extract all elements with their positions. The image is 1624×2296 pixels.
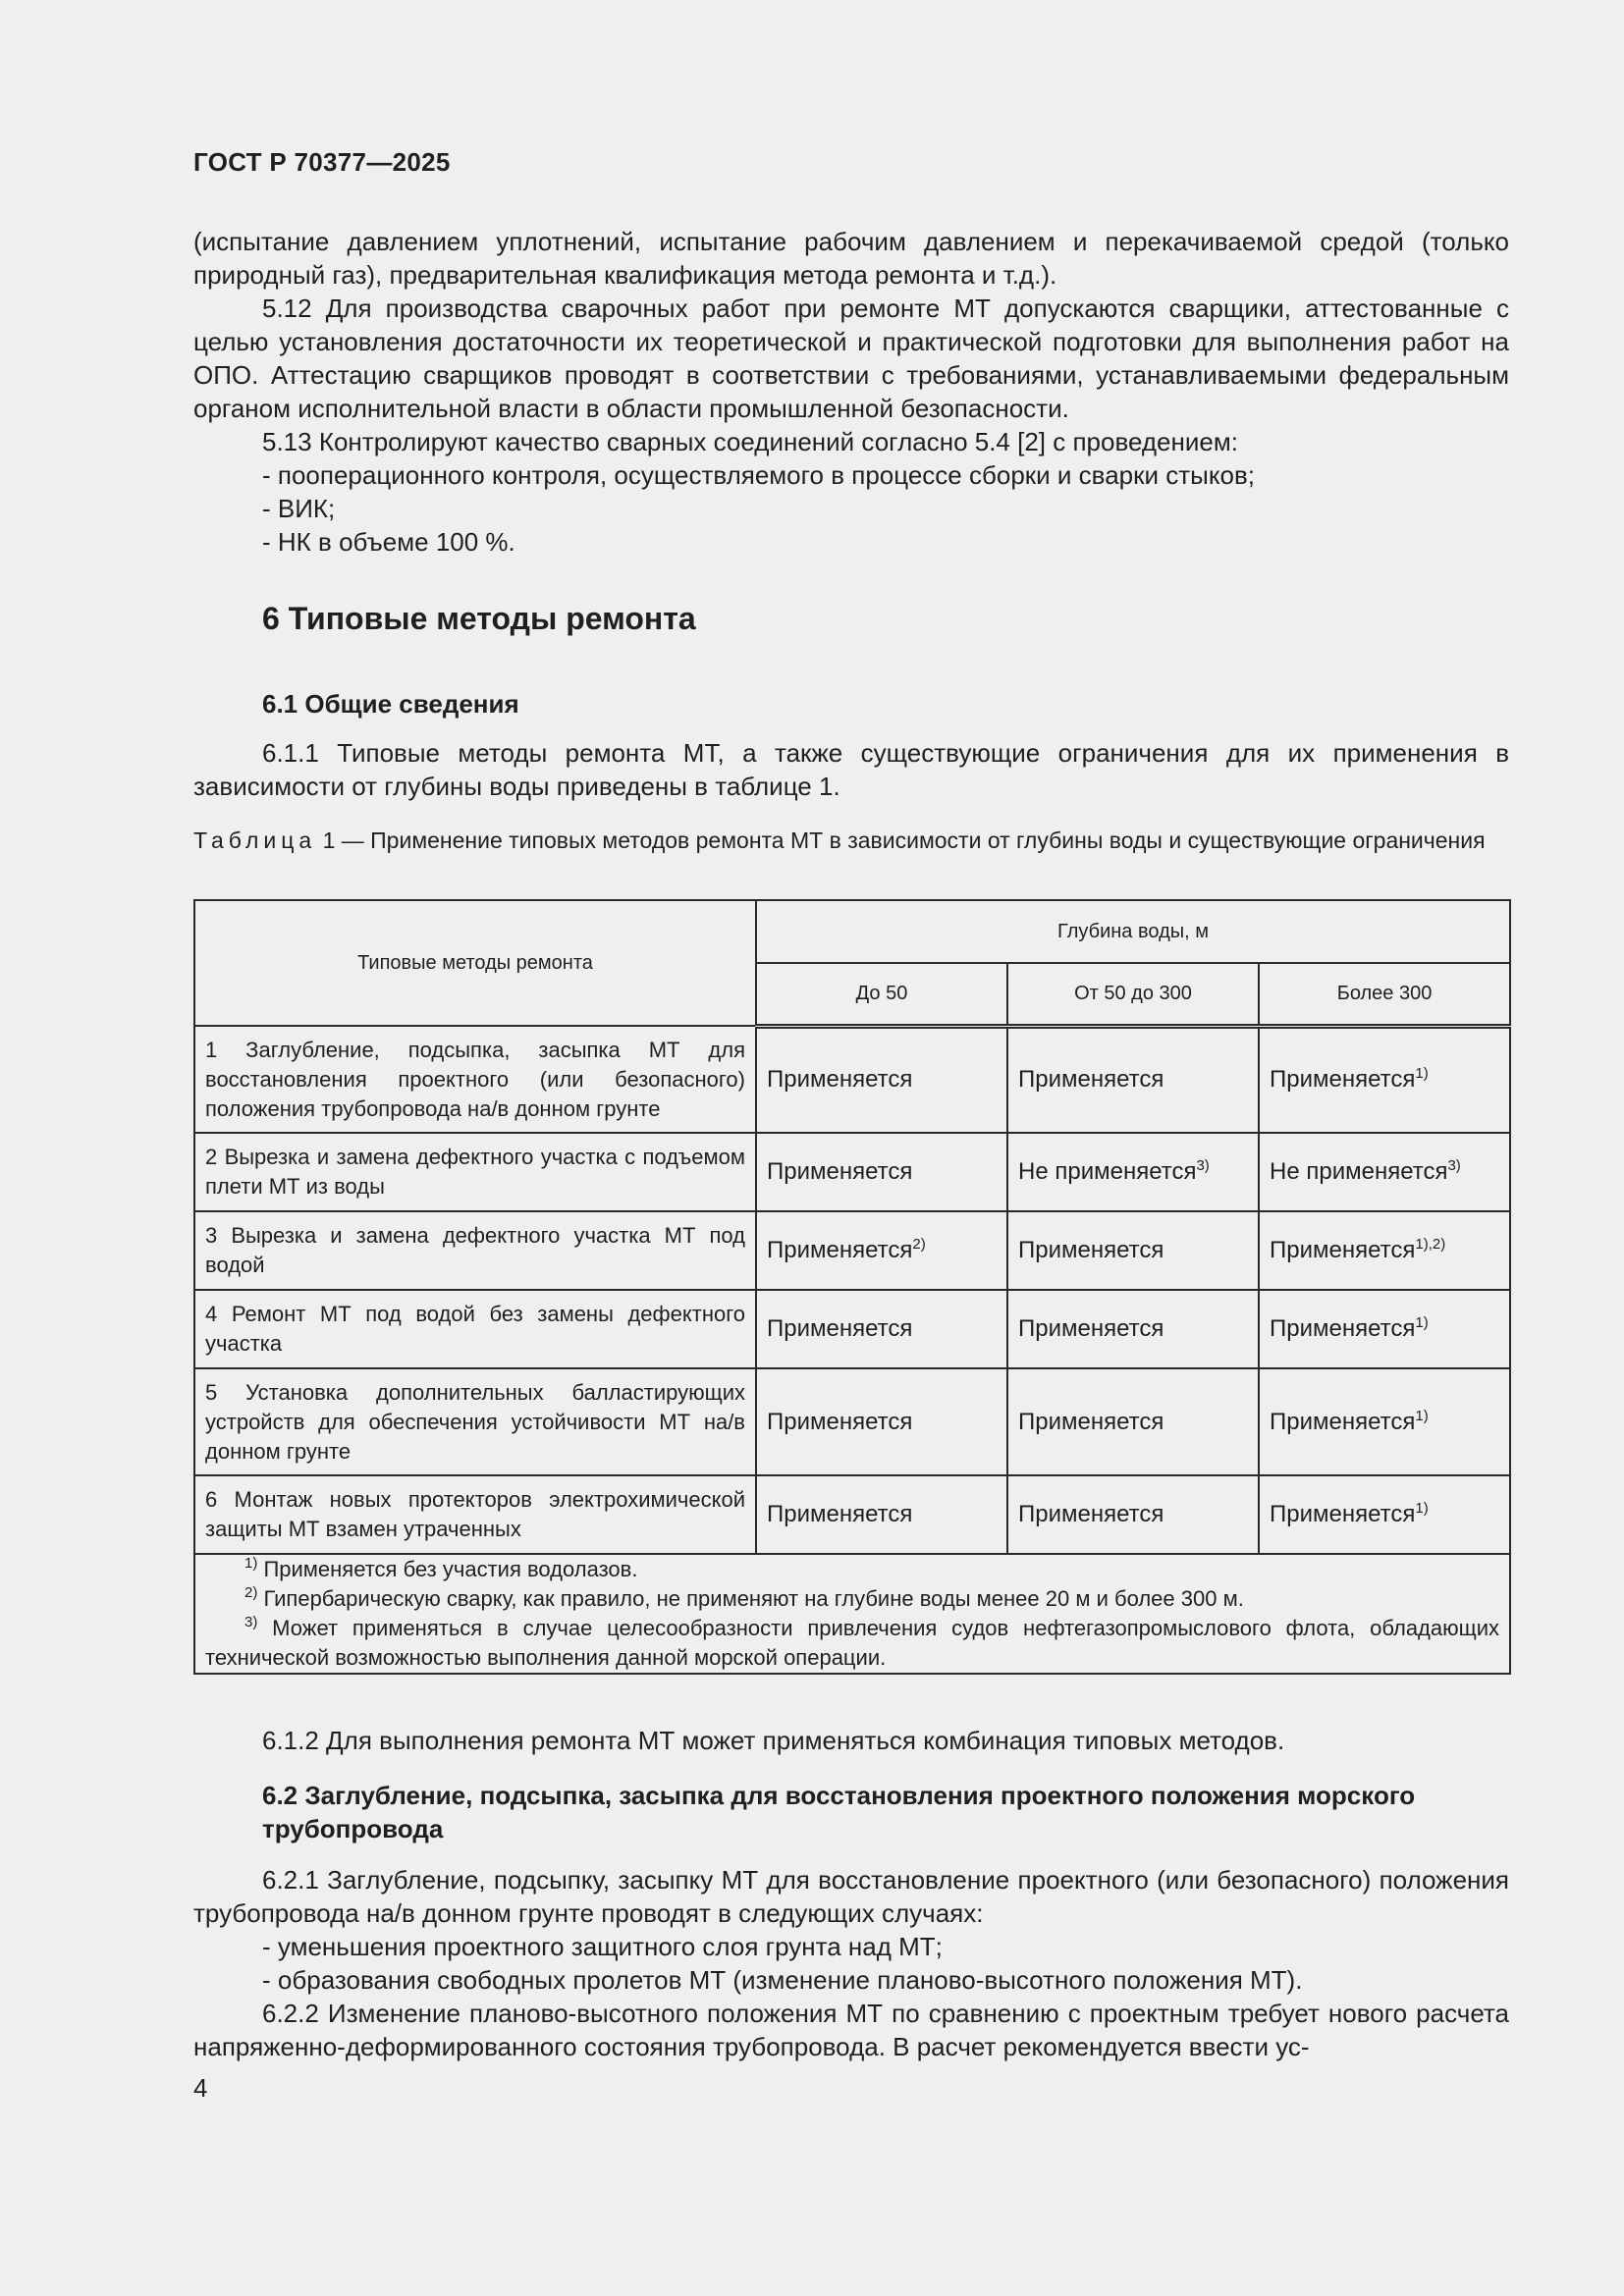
paragraph-5-13: 5.13 Контролируют качество сварных соединений согласно 5.4 [2] с проведением: <box>262 427 1238 456</box>
note-mark: 3) <box>244 1614 258 1630</box>
value-text: Применяется <box>1018 1066 1164 1094</box>
value-text: Применяется <box>767 1315 913 1342</box>
method-cell: 3 Вырезка и замена дефектного участка МТ под водой <box>194 1211 756 1290</box>
table-note <box>205 1584 1499 1614</box>
table-wrap <box>193 899 1509 1675</box>
note-mark: 2) <box>244 1584 258 1601</box>
intro-line-1: (испытание давлением уплотнений, испытание рабочим давлением и перекачиваемой средой (только <box>193 227 1509 256</box>
section-6-title: 6 Типовые методы ремонта <box>262 601 696 636</box>
table-notes-row <box>194 1554 1510 1674</box>
value-cell <box>1007 1475 1259 1554</box>
value-text: Применяется <box>1270 1501 1416 1527</box>
value-cell <box>756 1475 1007 1554</box>
value-text: Применяется <box>767 1237 913 1263</box>
table-caption-wrap <box>193 826 1509 855</box>
note-mark: 1) <box>244 1555 258 1572</box>
list-item: - пооперационного контроля, осуществляемого в процессе сборки и сварки стыков; <box>262 460 1255 490</box>
intro-line-2: природный газ), предварительная квалификация метода ремонта и т.д.). <box>193 260 1057 290</box>
value-text: Не применяется <box>1270 1158 1448 1185</box>
subsection-6-2-title-line-1: 6.2 Заглубление, подсыпка, засыпка для восстановления проектного положения морского <box>262 1781 1416 1810</box>
table-note <box>205 1555 1499 1584</box>
value-cell <box>1007 1211 1259 1290</box>
value-text: Применяется <box>1018 1237 1164 1263</box>
method-cell: 1 Заглубление, подсыпка, засыпка МТ для восстановления проектного (или безопасного) положения трубопровода на/в донном грунте <box>194 1026 756 1133</box>
table-row <box>194 1368 1510 1475</box>
value-cell <box>1007 1368 1259 1475</box>
value-cell <box>1259 1368 1510 1475</box>
value-text: Применяется <box>1270 1408 1416 1435</box>
value-text: Применяется <box>1018 1315 1164 1342</box>
method-cell: 2 Вырезка и замена дефектного участка с подъемом плети МТ из воды <box>194 1133 756 1211</box>
after-block <box>193 1863 1509 2063</box>
value-cell <box>756 1211 1007 1290</box>
value-cell <box>756 1133 1007 1211</box>
page-number: 4 <box>193 2073 208 2103</box>
method-cell: 4 Ремонт МТ под водой без замены дефектного участка <box>194 1290 756 1368</box>
footnote-ref: 1) <box>1415 1065 1429 1083</box>
value-cell <box>1007 1290 1259 1368</box>
list-item: - ВИК; <box>262 494 336 523</box>
value-text: Применяется <box>1270 1066 1416 1094</box>
paragraph-6-1-1-wrap <box>193 736 1509 803</box>
value-cell <box>1259 1290 1510 1368</box>
table-note <box>205 1614 1499 1673</box>
value-text: Применяется <box>1270 1315 1416 1342</box>
value-text: Применяется <box>767 1066 913 1094</box>
header-depth-2: От 50 до 300 <box>1007 963 1259 1026</box>
note-text: Может применяться в случае целесообразности привлечения судов нефтегазопромыслового флота, обладающих технической возможностью выполнения данной морской операции. <box>205 1616 1500 1670</box>
method-cell: 6 Монтаж новых протекторов электрохимической защиты МТ взамен утраченных <box>194 1475 756 1554</box>
header-method-column: Типовые методы ремонта <box>194 900 756 1026</box>
header-depth-group: Глубина воды, м <box>756 900 1510 963</box>
table-row <box>194 1475 1510 1554</box>
document-header: ГОСТ Р 70377—2025 <box>193 147 451 177</box>
list-item: - уменьшения проектного защитного слоя грунта над МТ; <box>262 1932 943 1961</box>
footnote-ref: 1),2) <box>1415 1236 1446 1253</box>
value-cell <box>1007 1133 1259 1211</box>
footnote-ref: 2) <box>912 1236 926 1253</box>
table-caption <box>193 826 1509 855</box>
subsection-6-2-title <box>193 1779 1509 1845</box>
table-row <box>194 1211 1510 1290</box>
value-text: Применяется <box>1018 1408 1164 1435</box>
list-item: - НК в объеме 100 %. <box>262 527 515 557</box>
table-caption-text: 1 — Применение типовых методов ремонта МТ в зависимости от глубины воды и существующие ограничения <box>316 828 1486 853</box>
section-6-heading-wrap <box>193 601 1509 637</box>
table-row <box>194 1290 1510 1368</box>
value-cell <box>1259 1475 1510 1554</box>
value-cell <box>1259 1133 1510 1211</box>
value-cell <box>756 1290 1007 1368</box>
value-text: Применяется <box>767 1408 913 1435</box>
paragraph-6-2-1: 6.2.1 Заглубление, подсыпку, засыпку МТ для восстановление проектного (или безопасного) положения трубопровода на/в донном грунте проводят в следующих случаях: <box>193 1865 1509 1928</box>
intro-block <box>193 225 1509 559</box>
paragraph-6-1-2: 6.1.2 Для выполнения ремонта МТ может применяться комбинация типовых методов. <box>262 1726 1285 1755</box>
paragraph-6-2-2: 6.2.2 Изменение планово-высотного положения МТ по сравнению с проектным требует нового расчета напряженно-деформированного состояния трубопровода. В расчет рекомендуется ввести ус- <box>193 1999 1509 2061</box>
value-text: Применяется <box>767 1501 913 1527</box>
paragraph-6-1-2-wrap <box>193 1724 1509 1757</box>
paragraph-5-12: 5.12 Для производства сварочных работ при ремонте МТ допускаются сварщики, аттестованные с целью установления достаточности их теоретической и практической подготовки для выполнения работ на ОПО. Аттестацию сварщиков проводят в соответствии с требованиями, устанавливаемыми федеральным органом исполнительной власти в области промышленной безопасности. <box>193 294 1509 423</box>
table-row <box>194 1133 1510 1211</box>
table-notes <box>194 1554 1510 1674</box>
footnote-ref: 1) <box>1415 1314 1429 1331</box>
footnote-ref: 1) <box>1415 1407 1429 1424</box>
value-cell <box>1259 1211 1510 1290</box>
value-text: Применяется <box>1018 1501 1164 1527</box>
value-cell <box>1007 1026 1259 1133</box>
paragraph-6-1-1: 6.1.1 Типовые методы ремонта МТ, а также существующие ограничения для их применения в зависимости от глубины воды приведены в таблице 1. <box>193 738 1509 801</box>
note-text: Гипербарическую сварку, как правило, не применяют на глубине воды менее 20 м и более 300 м. <box>257 1586 1244 1611</box>
subsection-6-2-heading-wrap <box>193 1779 1509 1845</box>
list-item: - образования свободных пролетов МТ (изменение планово-высотного положения МТ). <box>262 1965 1303 1995</box>
subsection-6-1-title: 6.1 Общие сведения <box>262 689 519 719</box>
value-cell <box>756 1368 1007 1475</box>
note-text: Применяется без участия водолазов. <box>257 1557 638 1581</box>
subsection-6-1-heading-wrap <box>193 687 1509 721</box>
footnote-ref: 3) <box>1447 1157 1461 1174</box>
subsection-6-2-title-line-2: трубопровода <box>262 1814 444 1843</box>
repair-methods-table <box>193 899 1511 1675</box>
header-depth-1: До 50 <box>756 963 1007 1026</box>
header-depth-3: Более 300 <box>1259 963 1510 1026</box>
value-text: Применяется <box>767 1158 913 1185</box>
table-row <box>194 1026 1510 1133</box>
value-text: Не применяется <box>1018 1158 1197 1185</box>
value-cell <box>1259 1026 1510 1133</box>
footnote-ref: 1) <box>1415 1500 1429 1517</box>
table-caption-label: Таблица <box>193 828 317 853</box>
method-cell: 5 Установка дополнительных балластирующих устройств для обеспечения устойчивости МТ на/в донном грунте <box>194 1368 756 1475</box>
value-cell <box>756 1026 1007 1133</box>
value-text: Применяется <box>1270 1237 1416 1263</box>
footnote-ref: 3) <box>1196 1157 1210 1174</box>
